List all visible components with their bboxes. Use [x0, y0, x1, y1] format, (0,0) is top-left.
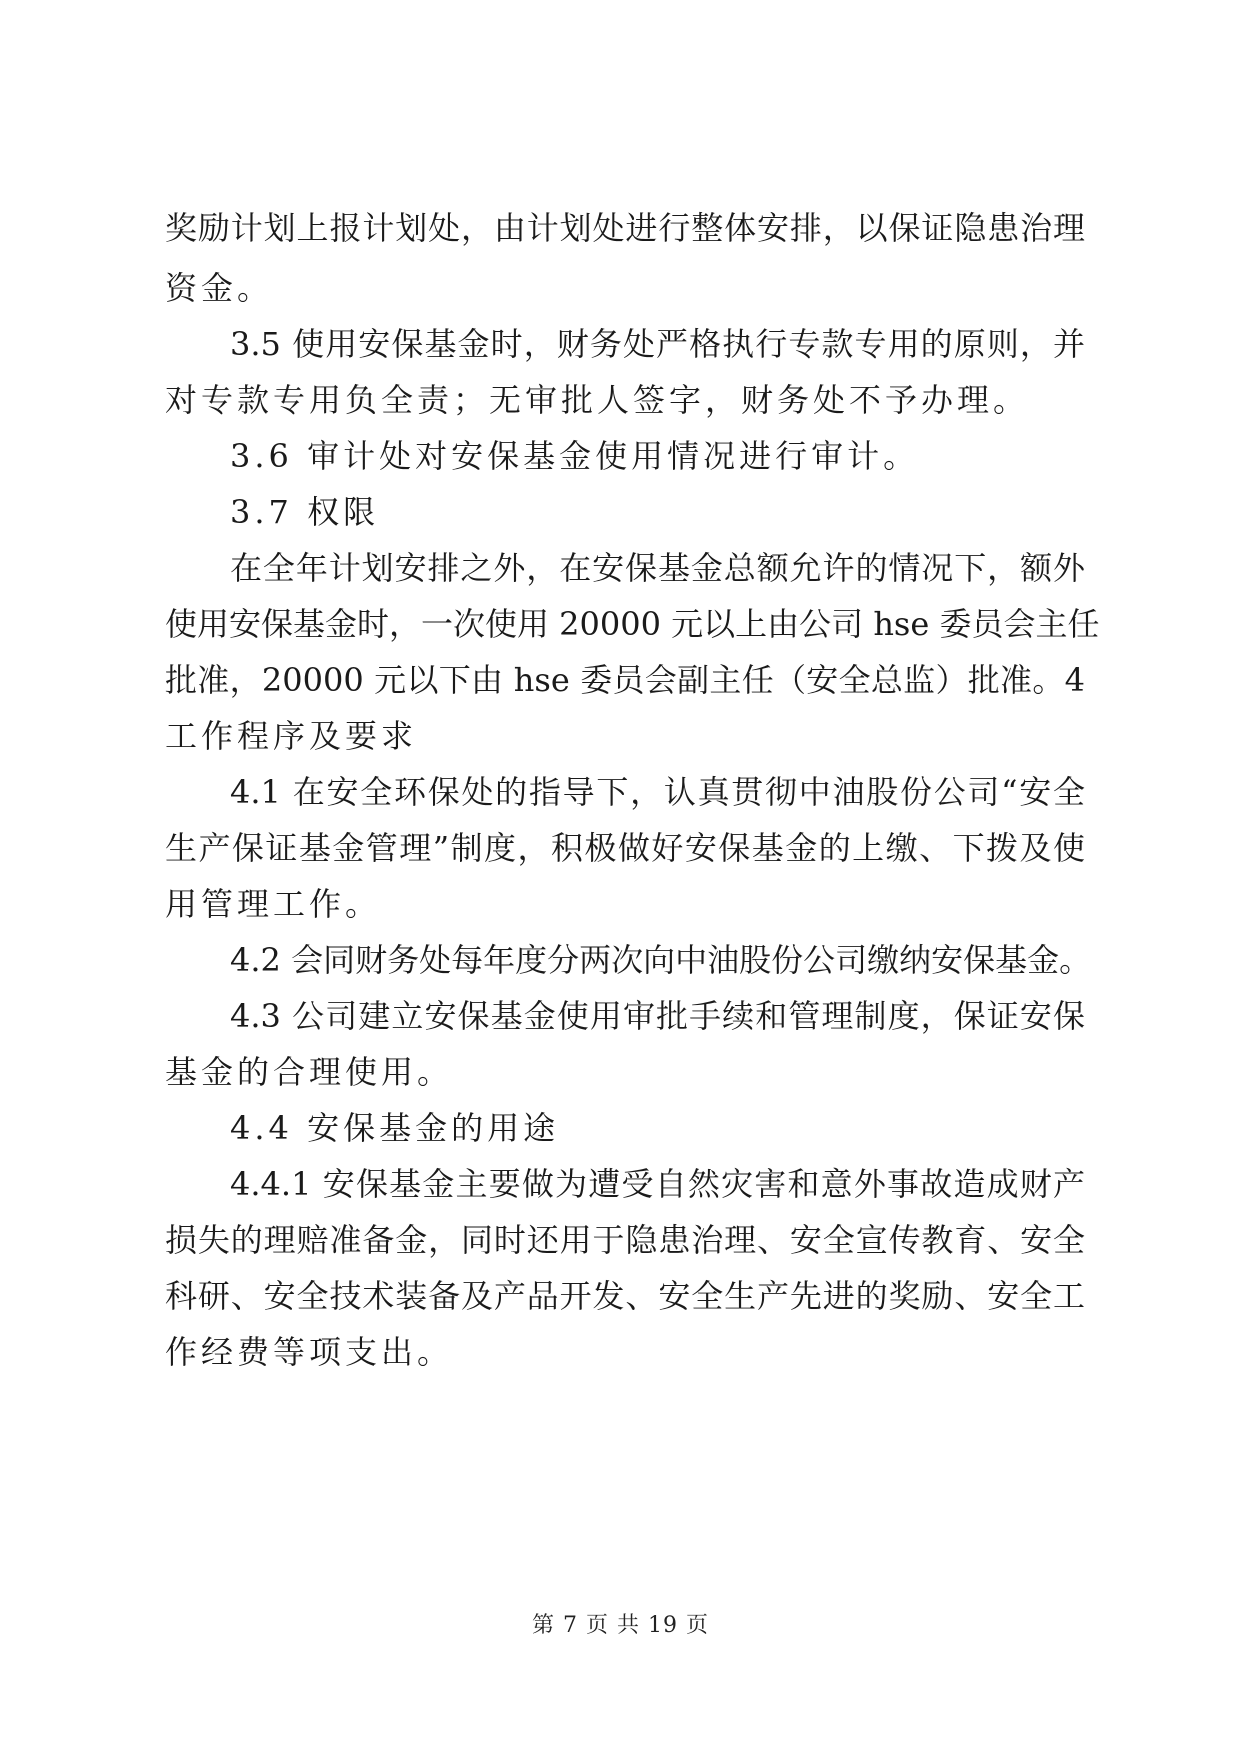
section-heading: 3.7 权限 — [230, 493, 380, 531]
body-text-line: 4.1 在安全环保处的指导下，认真贯彻中油股份公司“安全 — [230, 773, 1085, 811]
body-text-line: 生产保证基金管理”制度，积极做好安保基金的上缴、下拨及使 — [165, 829, 1085, 867]
body-text-line: 对专款专用负全责；无审批人签字，财务处不予办理。 — [165, 381, 1030, 419]
body-text-line: 3.6 审计处对安保基金使用情况进行审计。 — [230, 437, 920, 475]
body-text-line: 奖励计划上报计划处，由计划处进行整体安排，以保证隐患治理 — [165, 209, 1085, 247]
body-text-line: 资金。 — [165, 269, 274, 307]
body-text-line: 作经费等项支出。 — [165, 1333, 454, 1371]
body-text-line: 用管理工作。 — [165, 885, 382, 923]
body-text-line: 4.3 公司建立安保基金使用审批手续和管理制度，保证安保 — [230, 997, 1085, 1035]
page-number-footer: 第 7 页 共 19 页 — [532, 1613, 709, 1638]
body-text-line: 基金的合理使用。 — [165, 1053, 454, 1091]
body-text-line: 4.4.1 安保基金主要做为遭受自然灾害和意外事故造成财产 — [230, 1165, 1085, 1203]
section-heading: 4.4 安保基金的用途 — [230, 1109, 560, 1147]
section-heading: 工作程序及要求 — [165, 717, 418, 755]
body-text-line: 4.2 会同财务处每年度分两次向中油股份公司缴纳安保基金。 — [230, 941, 1092, 979]
body-text-line: 批准，20000 元以下由 hse 委员会副主任（安全总监）批准。4 — [165, 661, 1085, 699]
body-text-line: 在全年计划安排之外，在安保基金总额允许的情况下，额外 — [230, 549, 1085, 587]
body-text-line: 使用安保基金时，一次使用 20000 元以上由公司 hse 委员会主任 — [165, 605, 1100, 643]
body-text-line: 损失的理赔准备金，同时还用于隐患治理、安全宣传教育、安全 — [165, 1221, 1085, 1259]
body-text-line: 3.5 使用安保基金时，财务处严格执行专款专用的原则，并 — [230, 325, 1085, 363]
body-text-line: 科研、安全技术装备及产品开发、安全生产先进的奖励、安全工 — [165, 1277, 1085, 1315]
